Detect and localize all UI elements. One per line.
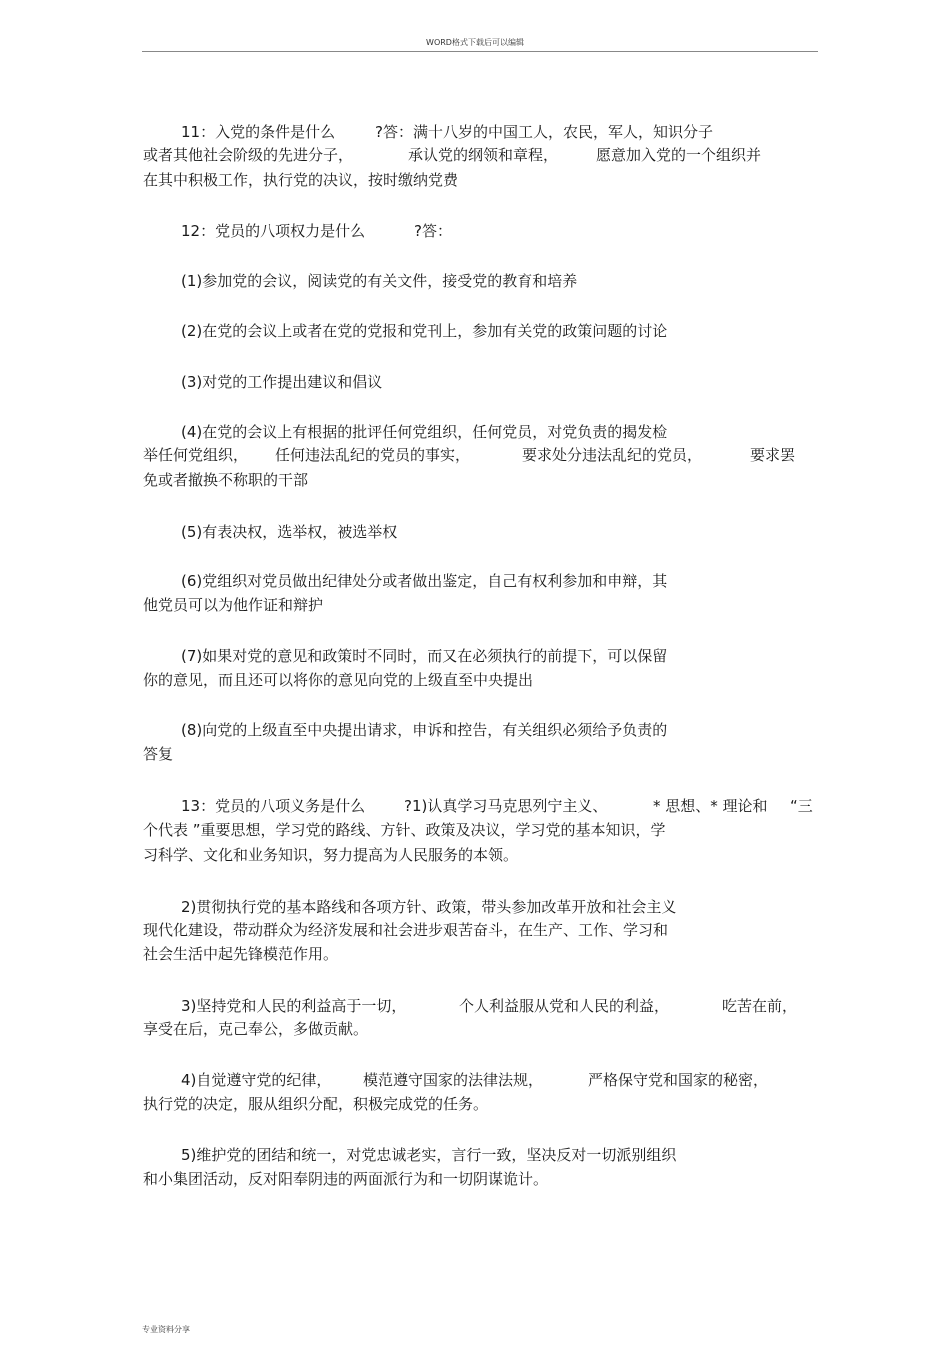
duty-text: 吃苦在前， — [722, 997, 798, 1015]
right-text: 要求处分违法乱纪的党员， — [522, 446, 703, 464]
duty-text: 社会生活中起先锋模范作用。 — [143, 945, 339, 963]
q13-line-2 — [0, 819, 950, 841]
q13-duty-3-line-2 — [0, 1018, 950, 1040]
q13-question: 13：党员的八项义务是什么 — [181, 797, 366, 815]
duty-text: 享受在后，克己奉公，多做贡献。 — [143, 1020, 369, 1038]
duty-text: 现代化建设，带动群众为经济发展和社会进步艰苦奋斗，在生产、工作、学习和 — [143, 921, 669, 939]
right-text: (7)如果对党的意见和政策时不同时，而又在必须执行的前提下，可以保留 — [181, 647, 668, 665]
q12-right-2 — [0, 320, 950, 342]
right-text: 答复 — [143, 745, 174, 763]
duty-text: 执行党的决定，服从组织分配，积极完成党的任务。 — [143, 1095, 489, 1113]
q11-text: 承认党的纲领和章程， — [408, 146, 559, 164]
right-text: (8)向党的上级直至中央提出请求，申诉和控告，有关组织必须给予负责的 — [181, 721, 668, 739]
q12-right-8-line-1 — [0, 719, 950, 741]
q12-right-7-line-1 — [0, 645, 950, 667]
duty-text: * 思想、* 理论和 — [653, 797, 768, 815]
q12-right-4-line-1 — [0, 421, 950, 443]
right-text: 你的意见，而且还可以将你的意见向党的上级直至中央提出 — [143, 671, 534, 689]
q12-right-1 — [0, 270, 950, 292]
right-text: 举任何党组织， — [143, 446, 249, 464]
duty-text: 和小集团活动，反对阳奉阴违的两面派行为和一切阴谋诡计。 — [143, 1170, 549, 1188]
header-divider — [142, 51, 818, 52]
q12-title — [0, 220, 950, 242]
q13-duty-4-line-2 — [0, 1093, 950, 1115]
right-text: (4)在党的会议上有根据的批评任何党组织，任何党员，对党负责的揭发检 — [181, 423, 668, 441]
right-text: (2)在党的会议上或者在党的党报和党刊上，参加有关党的政策问题的讨论 — [181, 322, 668, 340]
q12-right-3 — [0, 371, 950, 393]
q11-line-2 — [0, 144, 950, 166]
duty-text: 模范遵守国家的法律法规， — [363, 1071, 544, 1089]
q12-right-5 — [0, 521, 950, 543]
duty-text: 严格保守党和国家的秘密， — [588, 1071, 769, 1089]
q12-right-8-line-2 — [0, 743, 950, 765]
duty-text: ?1)认真学习马克思列宁主义、 — [404, 797, 608, 815]
duty-text: “三 — [790, 797, 813, 815]
right-text: 任何违法乱纪的党员的事实， — [275, 446, 471, 464]
q11-answer-start: ?答：满十八岁的中国工人，农民，军人，知识分子 — [375, 123, 713, 141]
duty-text: 5)维护党的团结和统一，对党忠诚老实，言行一致，坚决反对一切派别组织 — [181, 1146, 677, 1164]
duty-text: 习科学、文化和业务知识，努力提高为人民服务的本领。 — [143, 846, 519, 864]
right-text: (1)参加党的会议，阅读党的有关文件，接受党的教育和培养 — [181, 272, 578, 290]
q12-answer-label: ?答： — [414, 222, 452, 240]
page-header: WORD格式下载后可以编辑 — [426, 38, 524, 47]
q12-right-6-line-1 — [0, 570, 950, 592]
duty-text: 个人利益服从党和人民的利益， — [459, 997, 670, 1015]
q11-text: 或者其他社会阶级的先进分子， — [143, 146, 354, 164]
duty-text: 4)自觉遵守党的纪律， — [181, 1071, 332, 1089]
duty-text: 个代表 ”重要思想，学习党的路线、方针、政策及决议，学习党的基本知识，学 — [143, 821, 666, 839]
q12-right-4-line-3 — [0, 469, 950, 491]
right-text: 要求罢 — [750, 446, 796, 464]
page-footer: 专业资料分享 — [142, 1325, 190, 1334]
q11-question: 11：入党的条件是什么 — [181, 123, 336, 141]
q12-right-4-line-2 — [0, 444, 950, 466]
duty-text: 2)贯彻执行党的基本路线和各项方针、政策，带头参加改革开放和社会主义 — [181, 898, 677, 916]
q13-duty-5-line-1 — [0, 1144, 950, 1166]
q13-duty-3-line-1 — [0, 995, 950, 1017]
q12-right-7-line-2 — [0, 669, 950, 691]
right-text: (6)党组织对党员做出纪律处分或者做出鉴定，自己有权利参加和申辩，其 — [181, 572, 668, 590]
right-text: 免或者撤换不称职的干部 — [143, 471, 309, 489]
q11-text: 在其中积极工作，执行党的决议，按时缴纳党费 — [143, 171, 459, 189]
right-text: (5)有表决权，选举权，被选举权 — [181, 523, 398, 541]
duty-text: 3)坚持党和人民的利益高于一切， — [181, 997, 407, 1015]
q11-line-1 — [0, 121, 950, 143]
right-text: (3)对党的工作提出建议和倡议 — [181, 373, 383, 391]
q12-right-6-line-2 — [0, 594, 950, 616]
q12-question: 12：党员的八项权力是什么 — [181, 222, 366, 240]
q13-line-3 — [0, 844, 950, 866]
q13-line-1 — [0, 795, 950, 817]
q13-duty-4-line-1 — [0, 1069, 950, 1091]
q13-duty-5-line-2 — [0, 1168, 950, 1190]
q13-duty-2-line-1 — [0, 896, 950, 918]
right-text: 他党员可以为他作证和辩护 — [143, 596, 324, 614]
q11-text: 愿意加入党的一个组织并 — [596, 146, 762, 164]
q11-line-3 — [0, 169, 950, 191]
q13-duty-2-line-2 — [0, 919, 950, 941]
q13-duty-2-line-3 — [0, 943, 950, 965]
